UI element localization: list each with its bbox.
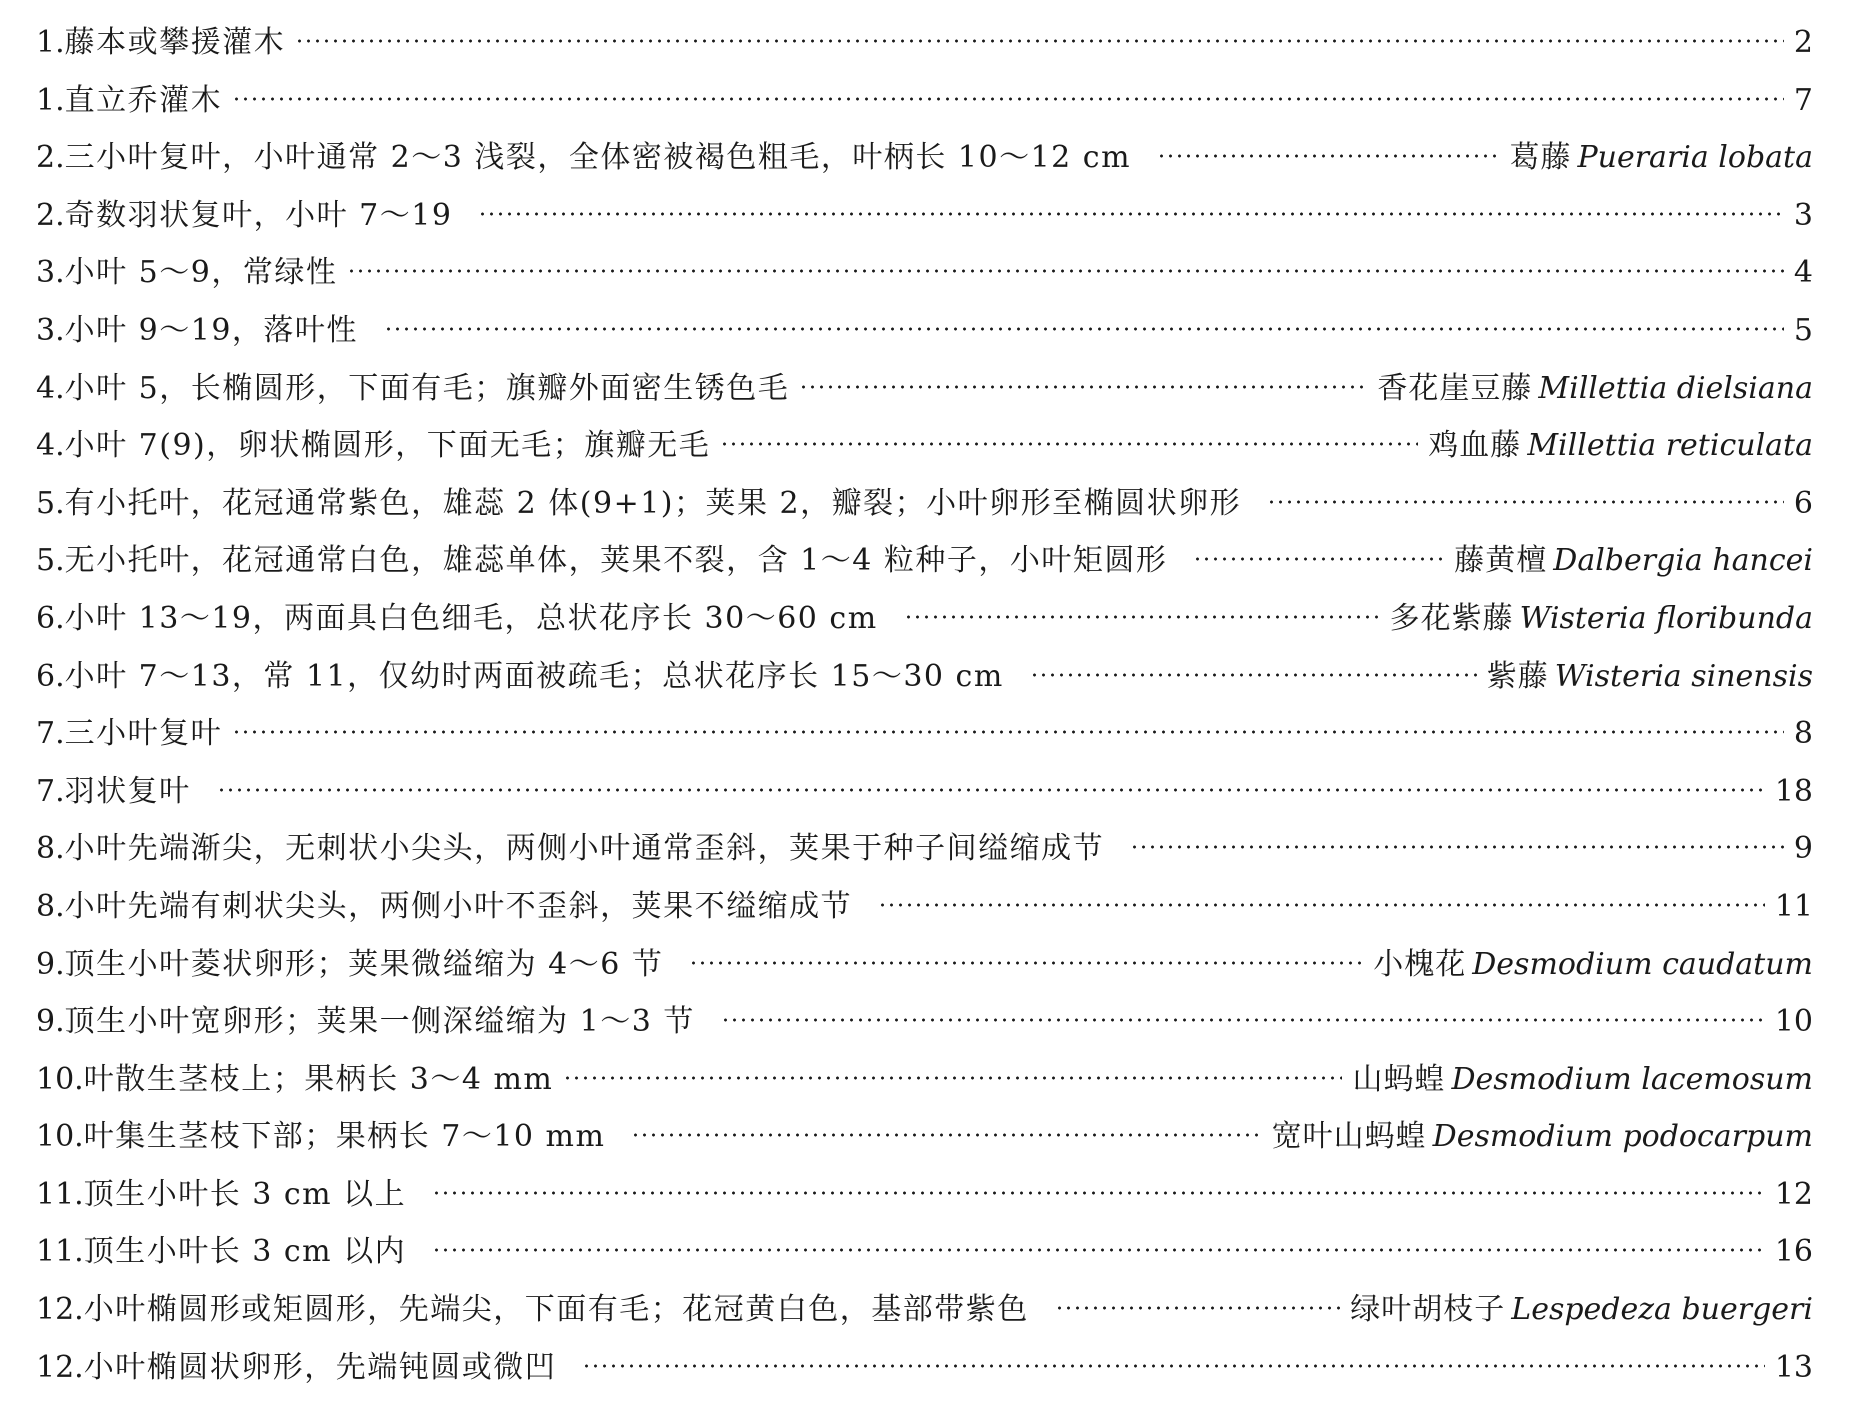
- species-chinese-name: 香花崖豆藤: [1377, 370, 1533, 406]
- key-row: [36, 763, 1813, 821]
- dot-leader: [1130, 845, 1784, 849]
- key-row: [36, 532, 1813, 590]
- couplet-description: 小叶 5～9，常绿性: [64, 255, 338, 291]
- dot-leader: [904, 615, 1380, 619]
- couplet-number: 10.: [36, 1119, 84, 1155]
- couplet-description: 小叶 9～19，落叶性: [64, 312, 358, 348]
- couplet-description: 小叶先端有刺状尖头，两侧小叶不歪斜，荚果不缢缩成节: [64, 888, 853, 924]
- couplet-description: 顶生小叶长 3 cm 以上: [83, 1176, 407, 1212]
- key-row: [36, 648, 1813, 706]
- key-row: [36, 936, 1813, 994]
- key-row: [36, 705, 1813, 763]
- species-scientific-name: Pueraria lobata: [1577, 140, 1813, 176]
- couplet-description: 小叶 5，长椭圆形，下面有毛；旗瓣外面密生锈色毛: [64, 370, 790, 406]
- species-chinese-name: 小槐花: [1373, 946, 1467, 982]
- couplet-number: 7.: [36, 716, 65, 752]
- couplet-description: 有小托叶，花冠通常紫色，雄蕊 2 体(9+1)；荚果 2，瓣裂；小叶卵形至椭圆状卵形: [64, 485, 1242, 521]
- species-scientific-name: Lespedeza buergeri: [1511, 1292, 1813, 1328]
- couplet-number: 1.: [36, 25, 65, 60]
- goto-couplet: 7: [1793, 82, 1813, 118]
- species-chinese-name: 绿叶胡枝子: [1350, 1292, 1506, 1328]
- species-scientific-name: Desmodium lacemosum: [1451, 1061, 1813, 1097]
- species-name: [1390, 590, 1813, 648]
- species-scientific-name: Dalbergia hancei: [1553, 543, 1813, 579]
- species-name: [1428, 417, 1813, 475]
- goto-couplet: 3: [1793, 197, 1813, 233]
- couplet-description: 小叶椭圆状卵形，先端钝圆或微凹: [83, 1349, 557, 1385]
- couplet-number: 3.: [36, 255, 65, 291]
- goto-couplet: 6: [1793, 485, 1813, 521]
- dot-leader: [295, 39, 1784, 43]
- key-row: [36, 1339, 1813, 1397]
- dot-leader: [721, 1018, 1765, 1022]
- species-scientific-name: Wisteria floribunda: [1519, 600, 1813, 636]
- dot-leader: [582, 1364, 1765, 1368]
- couplet-number: 4.: [36, 428, 65, 464]
- key-row: [36, 1108, 1813, 1166]
- couplet-description: 叶散生茎枝上；果柄长 3～4 mm: [83, 1061, 554, 1097]
- couplet-description: 顶生小叶宽卵形；荚果一侧深缢缩为 1～3 节: [64, 1004, 695, 1040]
- goto-couplet: 8: [1793, 716, 1813, 752]
- couplet-description: 顶生小叶菱状卵形；荚果微缢缩为 4～6 节: [64, 946, 664, 982]
- goto-couplet: 18: [1774, 773, 1813, 809]
- couplet-description: 小叶先端渐尖，无刺状小尖头，两侧小叶通常歪斜，荚果于种子间缢缩成节: [64, 831, 1105, 867]
- species-name: [1454, 532, 1813, 590]
- couplet-description: 三小叶复叶，小叶通常 2～3 浅裂，全体密被褐色粗毛，叶柄长 10～12 cm: [64, 140, 1132, 176]
- species-scientific-name: Desmodium caudatum: [1472, 946, 1813, 982]
- couplet-number: 12.: [36, 1349, 84, 1385]
- goto-couplet: 12: [1774, 1176, 1813, 1212]
- couplet-description: 小叶 13～19，两面具白色细毛，总状花序长 30～60 cm: [64, 600, 878, 636]
- species-name: [1350, 1281, 1813, 1339]
- couplet-number: 6.: [36, 600, 65, 636]
- species-scientific-name: Desmodium podocarpum: [1432, 1119, 1813, 1155]
- species-chinese-name: 藤黄檀: [1454, 543, 1548, 579]
- species-chinese-name: 鸡血藤: [1428, 428, 1522, 464]
- goto-couplet: 4: [1793, 255, 1813, 291]
- species-name: [1373, 936, 1813, 994]
- species-scientific-name: Millettia reticulata: [1527, 428, 1813, 464]
- species-scientific-name: Millettia dielsiana: [1538, 370, 1813, 406]
- key-row: [36, 1166, 1813, 1224]
- dot-leader: [384, 327, 1784, 331]
- couplet-number: 4.: [36, 370, 65, 406]
- key-row: [36, 14, 1813, 72]
- couplet-description: 直立乔灌木: [64, 82, 223, 118]
- couplet-description: 叶集生茎枝下部；果柄长 7～10 mm: [83, 1119, 606, 1155]
- couplet-number: 8.: [36, 888, 65, 924]
- dot-leader: [1055, 1306, 1341, 1310]
- dot-leader: [432, 1248, 1765, 1252]
- couplet-description: 无小托叶，花冠通常白色，雄蕊单体，荚果不裂，含 1～4 粒种子，小叶矩圆形: [64, 543, 1168, 579]
- couplet-number: 8.: [36, 831, 65, 867]
- couplet-number: 9.: [36, 1004, 65, 1040]
- couplet-number: 1.: [36, 82, 65, 118]
- dot-leader: [720, 442, 1418, 446]
- key-row: [36, 360, 1813, 418]
- key-row: [36, 1223, 1813, 1281]
- couplet-description: 小叶 7(9)，卵状椭圆形，下面无毛；旗瓣无毛: [64, 428, 711, 464]
- couplet-number: 2.: [36, 197, 65, 233]
- key-row: [36, 129, 1813, 187]
- key-row: [36, 187, 1813, 245]
- key-row: [36, 878, 1813, 936]
- key-row: [36, 993, 1813, 1051]
- species-chinese-name: 宽叶山蚂蝗: [1271, 1119, 1427, 1155]
- species-chinese-name: 山蚂蝗: [1352, 1061, 1446, 1097]
- couplet-description: 小叶椭圆形或矩圆形，先端尖，下面有毛；花冠黄白色，基部带紫色: [83, 1292, 1029, 1328]
- key-row: [36, 590, 1813, 648]
- goto-couplet: 5: [1793, 312, 1813, 348]
- dot-leader: [1267, 500, 1784, 504]
- goto-couplet: 13: [1774, 1349, 1813, 1385]
- couplet-description: 奇数羽状复叶，小叶 7～19: [64, 197, 453, 233]
- couplet-description: 顶生小叶长 3 cm 以内: [83, 1234, 407, 1270]
- dot-leader: [1193, 557, 1444, 561]
- goto-couplet: 11: [1774, 888, 1813, 924]
- couplet-number: 5.: [36, 485, 65, 521]
- dot-leader: [878, 903, 1765, 907]
- species-name: [1272, 1108, 1813, 1166]
- dot-leader: [631, 1133, 1261, 1137]
- dot-leader: [1030, 673, 1477, 677]
- couplet-number: 7.: [36, 773, 65, 809]
- key-row: [36, 417, 1813, 475]
- goto-couplet: 10: [1774, 1004, 1813, 1040]
- couplet-description: 羽状复叶: [64, 773, 191, 809]
- couplet-number: 6.: [36, 658, 65, 694]
- couplet-description: 小叶 7～13，常 11，仅幼时两面被疏毛；总状花序长 15～30 cm: [64, 658, 1004, 694]
- couplet-number: 11.: [36, 1234, 84, 1270]
- dot-leader: [1157, 154, 1499, 158]
- couplet-number: 10.: [36, 1061, 84, 1097]
- identification-key: [36, 14, 1813, 1396]
- dot-leader: [689, 961, 1363, 965]
- species-chinese-name: 紫藤: [1486, 658, 1549, 694]
- couplet-description: 藤本或攀援灌木: [64, 25, 286, 60]
- species-name: [1352, 1051, 1813, 1109]
- goto-couplet: 9: [1793, 831, 1813, 867]
- key-row: [36, 1051, 1813, 1109]
- dot-leader: [217, 788, 1765, 792]
- key-row: [36, 820, 1813, 878]
- couplet-description: 三小叶复叶: [64, 716, 223, 752]
- dot-leader: [347, 269, 1784, 273]
- couplet-number: 3.: [36, 312, 65, 348]
- dot-leader: [432, 1191, 1765, 1195]
- couplet-number: 12.: [36, 1292, 84, 1328]
- key-row: [36, 302, 1813, 360]
- dot-leader: [478, 212, 1783, 216]
- dot-leader: [232, 97, 1784, 101]
- goto-couplet: 2: [1793, 25, 1813, 60]
- couplet-number: 5.: [36, 543, 65, 579]
- key-row: [36, 475, 1813, 533]
- goto-couplet: 16: [1774, 1234, 1813, 1270]
- key-row: [36, 244, 1813, 302]
- couplet-number: 2.: [36, 140, 65, 176]
- couplet-number: 9.: [36, 946, 65, 982]
- couplet-number: 11.: [36, 1176, 84, 1212]
- species-name: [1509, 129, 1813, 187]
- species-scientific-name: Wisteria sinensis: [1554, 658, 1813, 694]
- dot-leader: [232, 730, 1784, 734]
- dot-leader: [799, 385, 1367, 389]
- species-chinese-name: 多花紫藤: [1389, 600, 1514, 636]
- species-name: [1377, 360, 1813, 418]
- species-name: [1487, 648, 1813, 706]
- dot-leader: [563, 1076, 1342, 1080]
- species-chinese-name: 葛藤: [1509, 140, 1572, 176]
- key-row: [36, 72, 1813, 130]
- key-row: [36, 1281, 1813, 1339]
